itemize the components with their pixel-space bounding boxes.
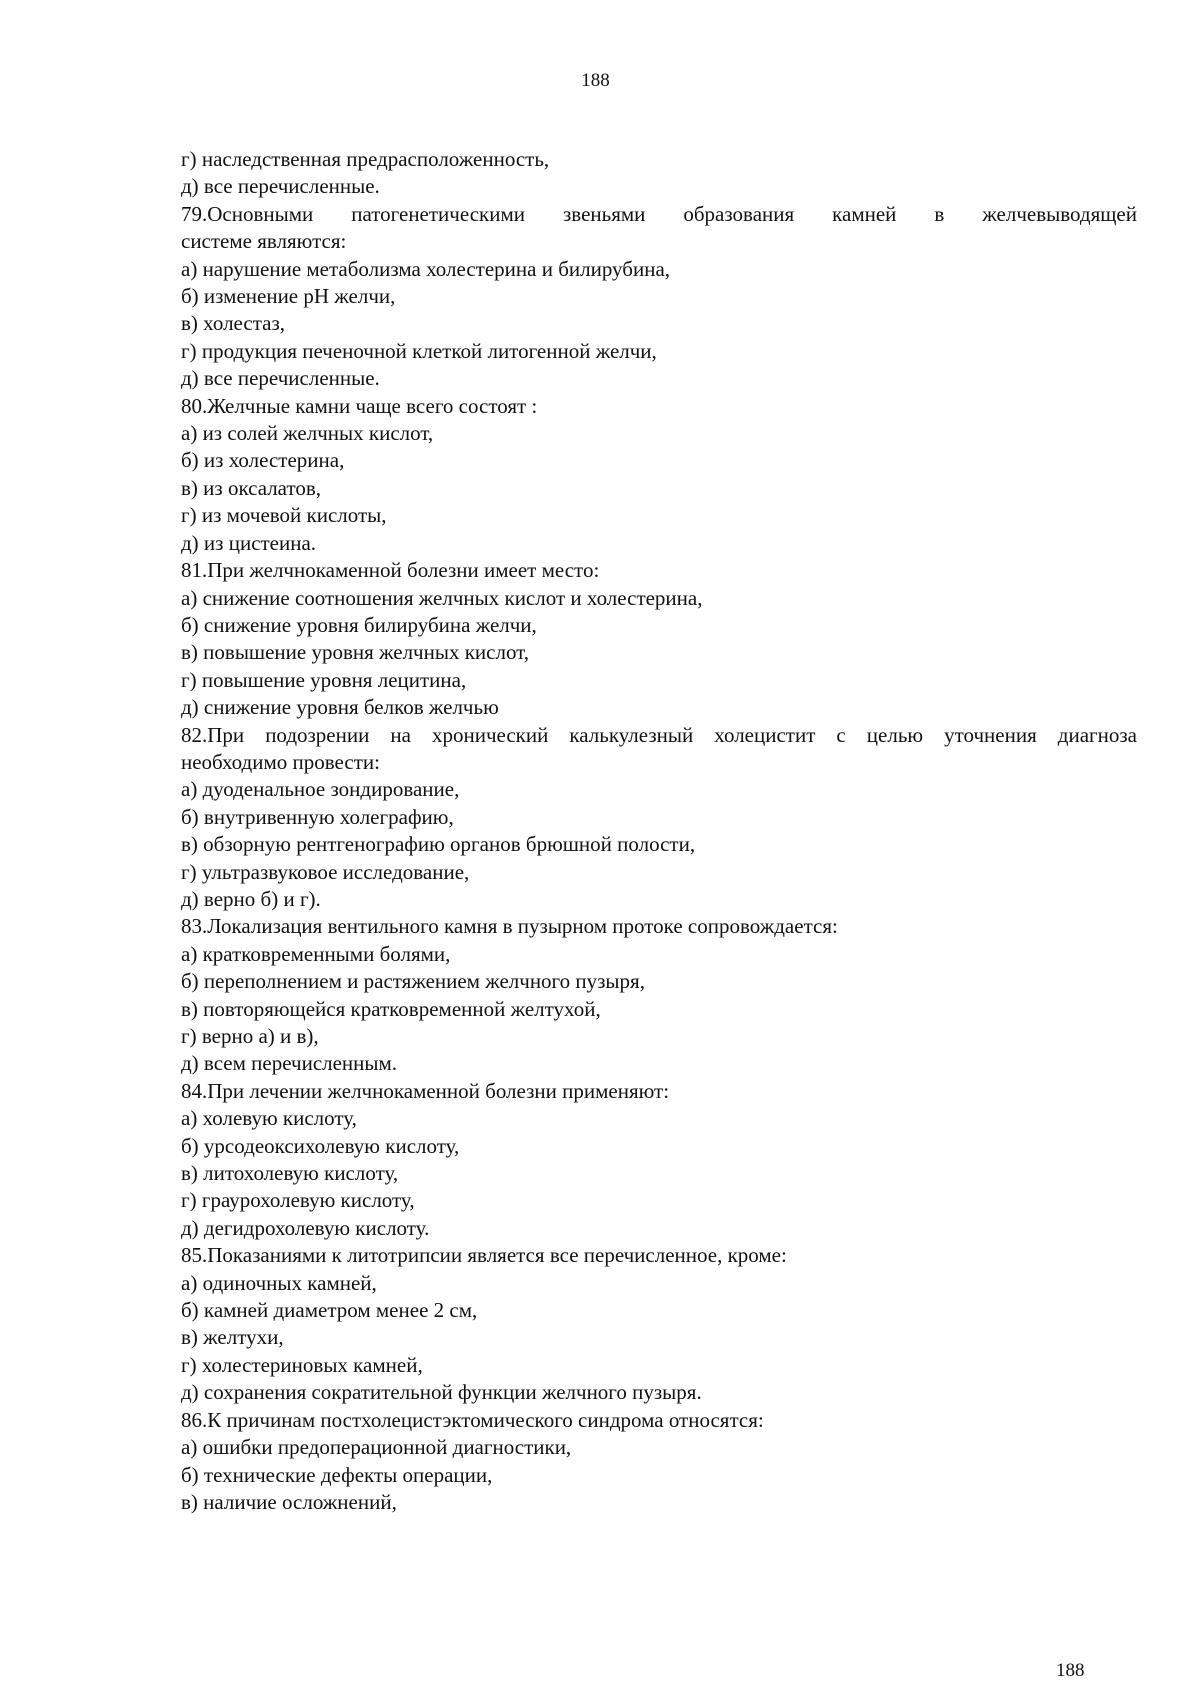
text-line: д) дегидрохолевую кислоту. [181,1215,430,1240]
text-line: б) из холестерина, [181,448,345,473]
text-line: г) продукция печеночной клеткой литогенной желчи, [181,338,657,363]
text-line: б) изменение pH желчи, [181,284,396,309]
text-line: д) из цистеина. [181,530,317,555]
text-line: д) сохранения сократительной функции желчного пузыря. [181,1380,702,1405]
text-line: 83.Локализация вентильного камня в пузырном протоке сопровождается: [181,914,838,939]
text-line: в) наличие осложнений, [181,1489,397,1514]
text-line: д) снижение уровня белков желчью [181,695,499,720]
text-line: в) из оксалатов, [181,475,322,500]
text-line: г) граурохолевую кислоту, [181,1188,415,1213]
text-line: необходимо провести: [181,749,380,774]
text-line: г) ультразвуковое исследование, [181,859,470,884]
text-line: б) урсодеоксихолевую кислоту, [181,1133,460,1158]
text-line: в) повторяющейся кратковременной желтухой, [181,996,601,1021]
document-body [181,146,1137,1516]
text-line: 81.При желчнокаменной болезни имеет место: [181,558,600,583]
text-line: 84.При лечении желчнокаменной болезни применяют: [181,1078,670,1103]
text-line: б) технические дефекты операции, [181,1462,493,1487]
text-line: б) камней диаметром менее 2 см, [181,1298,478,1323]
text-line: 82.При подозрении на хронический калькулезный холецистит с целью уточнения диагноза [181,722,1137,747]
text-line: б) переполнением и растяжением желчного пузыря, [181,969,645,994]
text-line: г) холестериновых камней, [181,1352,423,1377]
text-line: д) верно б) и г). [181,886,321,911]
text-line: а) одиночных камней, [181,1270,377,1295]
text-line: в) холестаз, [181,311,286,336]
text-line: а) кратковременными болями, [181,941,451,966]
text-line: 80.Желчные камни чаще всего состоят : [181,393,538,418]
text-line: г) повышение уровня лецитина, [181,667,467,692]
text-line: 79.Основными патогенетическими звеньями образования камней в желчевыводящей [181,201,1137,226]
text-line: а) нарушение метаболизма холестерина и билирубина, [181,256,671,281]
text-line: а) из солей желчных кислот, [181,421,434,446]
text-line: в) литохолевую кислоту, [181,1161,399,1186]
page-number-bottom: 188 [1056,1660,1085,1681]
text-line: а) снижение соотношения желчных кислот и холестерина, [181,585,703,610]
text-line: 86.К причинам постхолецистэктомического синдрома относятся: [181,1407,764,1432]
text-line: а) холевую кислоту, [181,1106,357,1131]
text-line: г) верно а) и в), [181,1024,319,1048]
text-line: а) дуоденальное зондирование, [181,777,460,802]
text-line: д) все перечисленные. [181,174,380,199]
text-line: д) все перечисленные. [181,366,380,391]
text-line: д) всем перечисленным. [181,1051,398,1076]
text-line: в) повышение уровня желчных кислот, [181,640,530,665]
text-line: б) снижение уровня билирубина желчи, [181,612,537,637]
text-line: б) внутривенную холеграфию, [181,804,454,829]
text-line: г) наследственная предрасположенность, [181,147,550,171]
page-number-top: 188 [581,70,610,91]
text-line: в) обзорную рентгенографию органов брюшной полости, [181,832,696,857]
text-line: в) желтухи, [181,1325,284,1350]
text-line: а) ошибки предоперационной диагностики, [181,1435,572,1460]
text-line: системе являются: [181,229,347,254]
text-line: 85.Показаниями к литотрипсии является все перечисленное, кроме: [181,1243,787,1268]
text-line: г) из мочевой кислоты, [181,503,387,528]
